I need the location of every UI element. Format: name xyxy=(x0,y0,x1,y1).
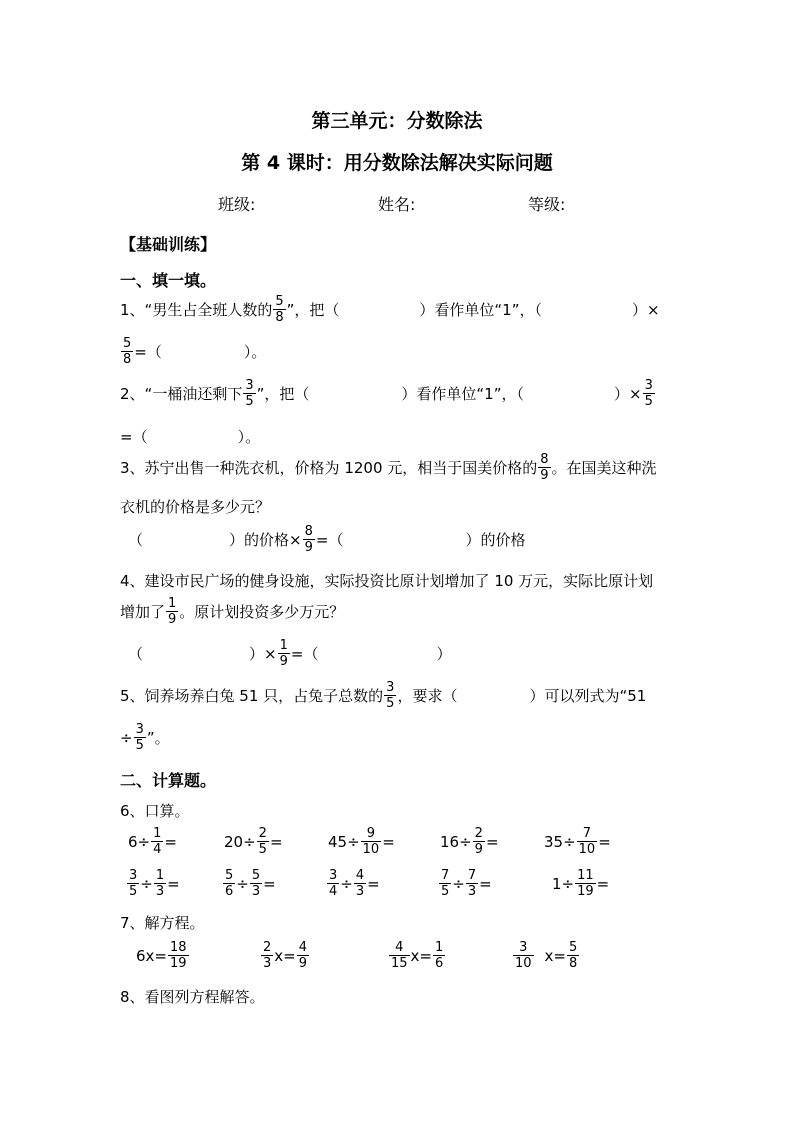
oral-item: $\frac{3}{4}$ ÷ $\frac{4}{3}$ = xyxy=(329,868,380,899)
equation: 6x= $\frac{18}{19}$ xyxy=(136,940,187,971)
q4-line2: 增加了 $\frac{1}{9}$ 。原计划投资多少万元？ xyxy=(120,596,345,627)
q6-heading: 6、口算。 xyxy=(120,802,190,820)
q4-line1: 4、建设市民广场的健身设施，实际投资比原计划增加了 10 万元，实际比原计划 xyxy=(120,572,654,590)
q2-line1: 2、“一桶油还剩下 $\frac{3}{5}$ ”，把（ ）看作单位“1”，（ ）× $\frac{3}{5}$ xyxy=(120,378,653,409)
oral-item: $\frac{3}{5}$ ÷ $\frac{1}{3}$ = xyxy=(129,868,180,899)
part2-heading: 二、计算题。 xyxy=(120,771,217,790)
fraction: $\frac{3}{5}$ xyxy=(386,680,395,711)
oral-item: 45÷ $\frac{9}{10}$ = xyxy=(328,826,395,857)
equation: $\frac{2}{3}$ x= $\frac{4}{9}$ xyxy=(263,940,308,971)
fraction: $\frac{1}{9}$ xyxy=(168,596,177,627)
oral-item: $\frac{5}{6}$ ÷ $\frac{5}{3}$ = xyxy=(225,868,276,899)
q1-line2: $\frac{5}{8}$ =（ ）。 xyxy=(123,336,267,367)
fraction: $\frac{1}{9}$ xyxy=(279,638,288,669)
oral-item: 16÷ $\frac{2}{9}$ = xyxy=(440,826,499,857)
fraction: $\frac{8}{9}$ xyxy=(540,452,549,483)
q5-line1: 5、饲养场养白兔 51 只，占兔子总数的 $\frac{3}{5}$ ，要求（ ）可以列式为“51 xyxy=(120,680,647,711)
q2-line2: =（ ）。 xyxy=(120,428,261,446)
oral-item: $\frac{7}{5}$ ÷ $\frac{7}{3}$ = xyxy=(441,868,492,899)
fraction: $\frac{3}{5}$ xyxy=(135,722,144,753)
fraction: $\frac{3}{5}$ xyxy=(644,378,653,409)
part1-heading: 一、填一填。 xyxy=(120,271,217,290)
q3-line1: 3、苏宁出售一种洗衣机，价格为 1200 元，相当于国美价格的 $\frac{8}{9}$ 。在国美这种洗 xyxy=(120,452,657,483)
q8-heading: 8、看图列方程解答。 xyxy=(120,988,265,1006)
oral-item: 20÷ $\frac{2}{5}$ = xyxy=(224,826,283,857)
q7-heading: 7、解方程。 xyxy=(120,914,205,932)
oral-item: 6÷ $\frac{1}{4}$ = xyxy=(128,826,177,857)
fraction: $\frac{5}{8}$ xyxy=(123,336,132,367)
fraction: $\frac{3}{5}$ xyxy=(245,378,254,409)
name-label: 姓名: xyxy=(378,195,416,214)
page-title: 第三单元：分数除法 xyxy=(311,110,483,132)
oral-item: 1÷ $\frac{11}{19}$ = xyxy=(552,868,610,899)
q3-line2: 衣机的价格是多少元？ xyxy=(120,498,271,516)
page-subtitle: 第 4 课时：用分数除法解决实际问题 xyxy=(241,152,553,174)
equation: $\frac{4}{15}$ x= $\frac{1}{6}$ xyxy=(391,940,444,971)
fraction: $\frac{5}{8}$ xyxy=(275,294,284,325)
oral-item: 35÷ $\frac{7}{10}$ = xyxy=(544,826,611,857)
fraction: $\frac{8}{9}$ xyxy=(304,524,313,555)
q3-line3: （ ）的价格× $\frac{8}{9}$ =（ ）的价格 xyxy=(128,524,526,555)
class-label: 班级: xyxy=(218,195,256,214)
q4-line3: （ ）× $\frac{1}{9}$ =（ ） xyxy=(128,638,452,669)
q1-line1: 1、“男生占全班人数的 $\frac{5}{8}$ ”，把（ ）看作单位“1”，（ ）× xyxy=(120,294,660,325)
grade-label: 等级: xyxy=(528,195,566,214)
q5-line2: ÷ $\frac{3}{5}$ ”。 xyxy=(120,722,170,753)
section-basic: 【基础训练】 xyxy=(120,235,217,254)
equation: $\frac{3}{10}$ x= $\frac{5}{8}$ xyxy=(515,940,578,971)
